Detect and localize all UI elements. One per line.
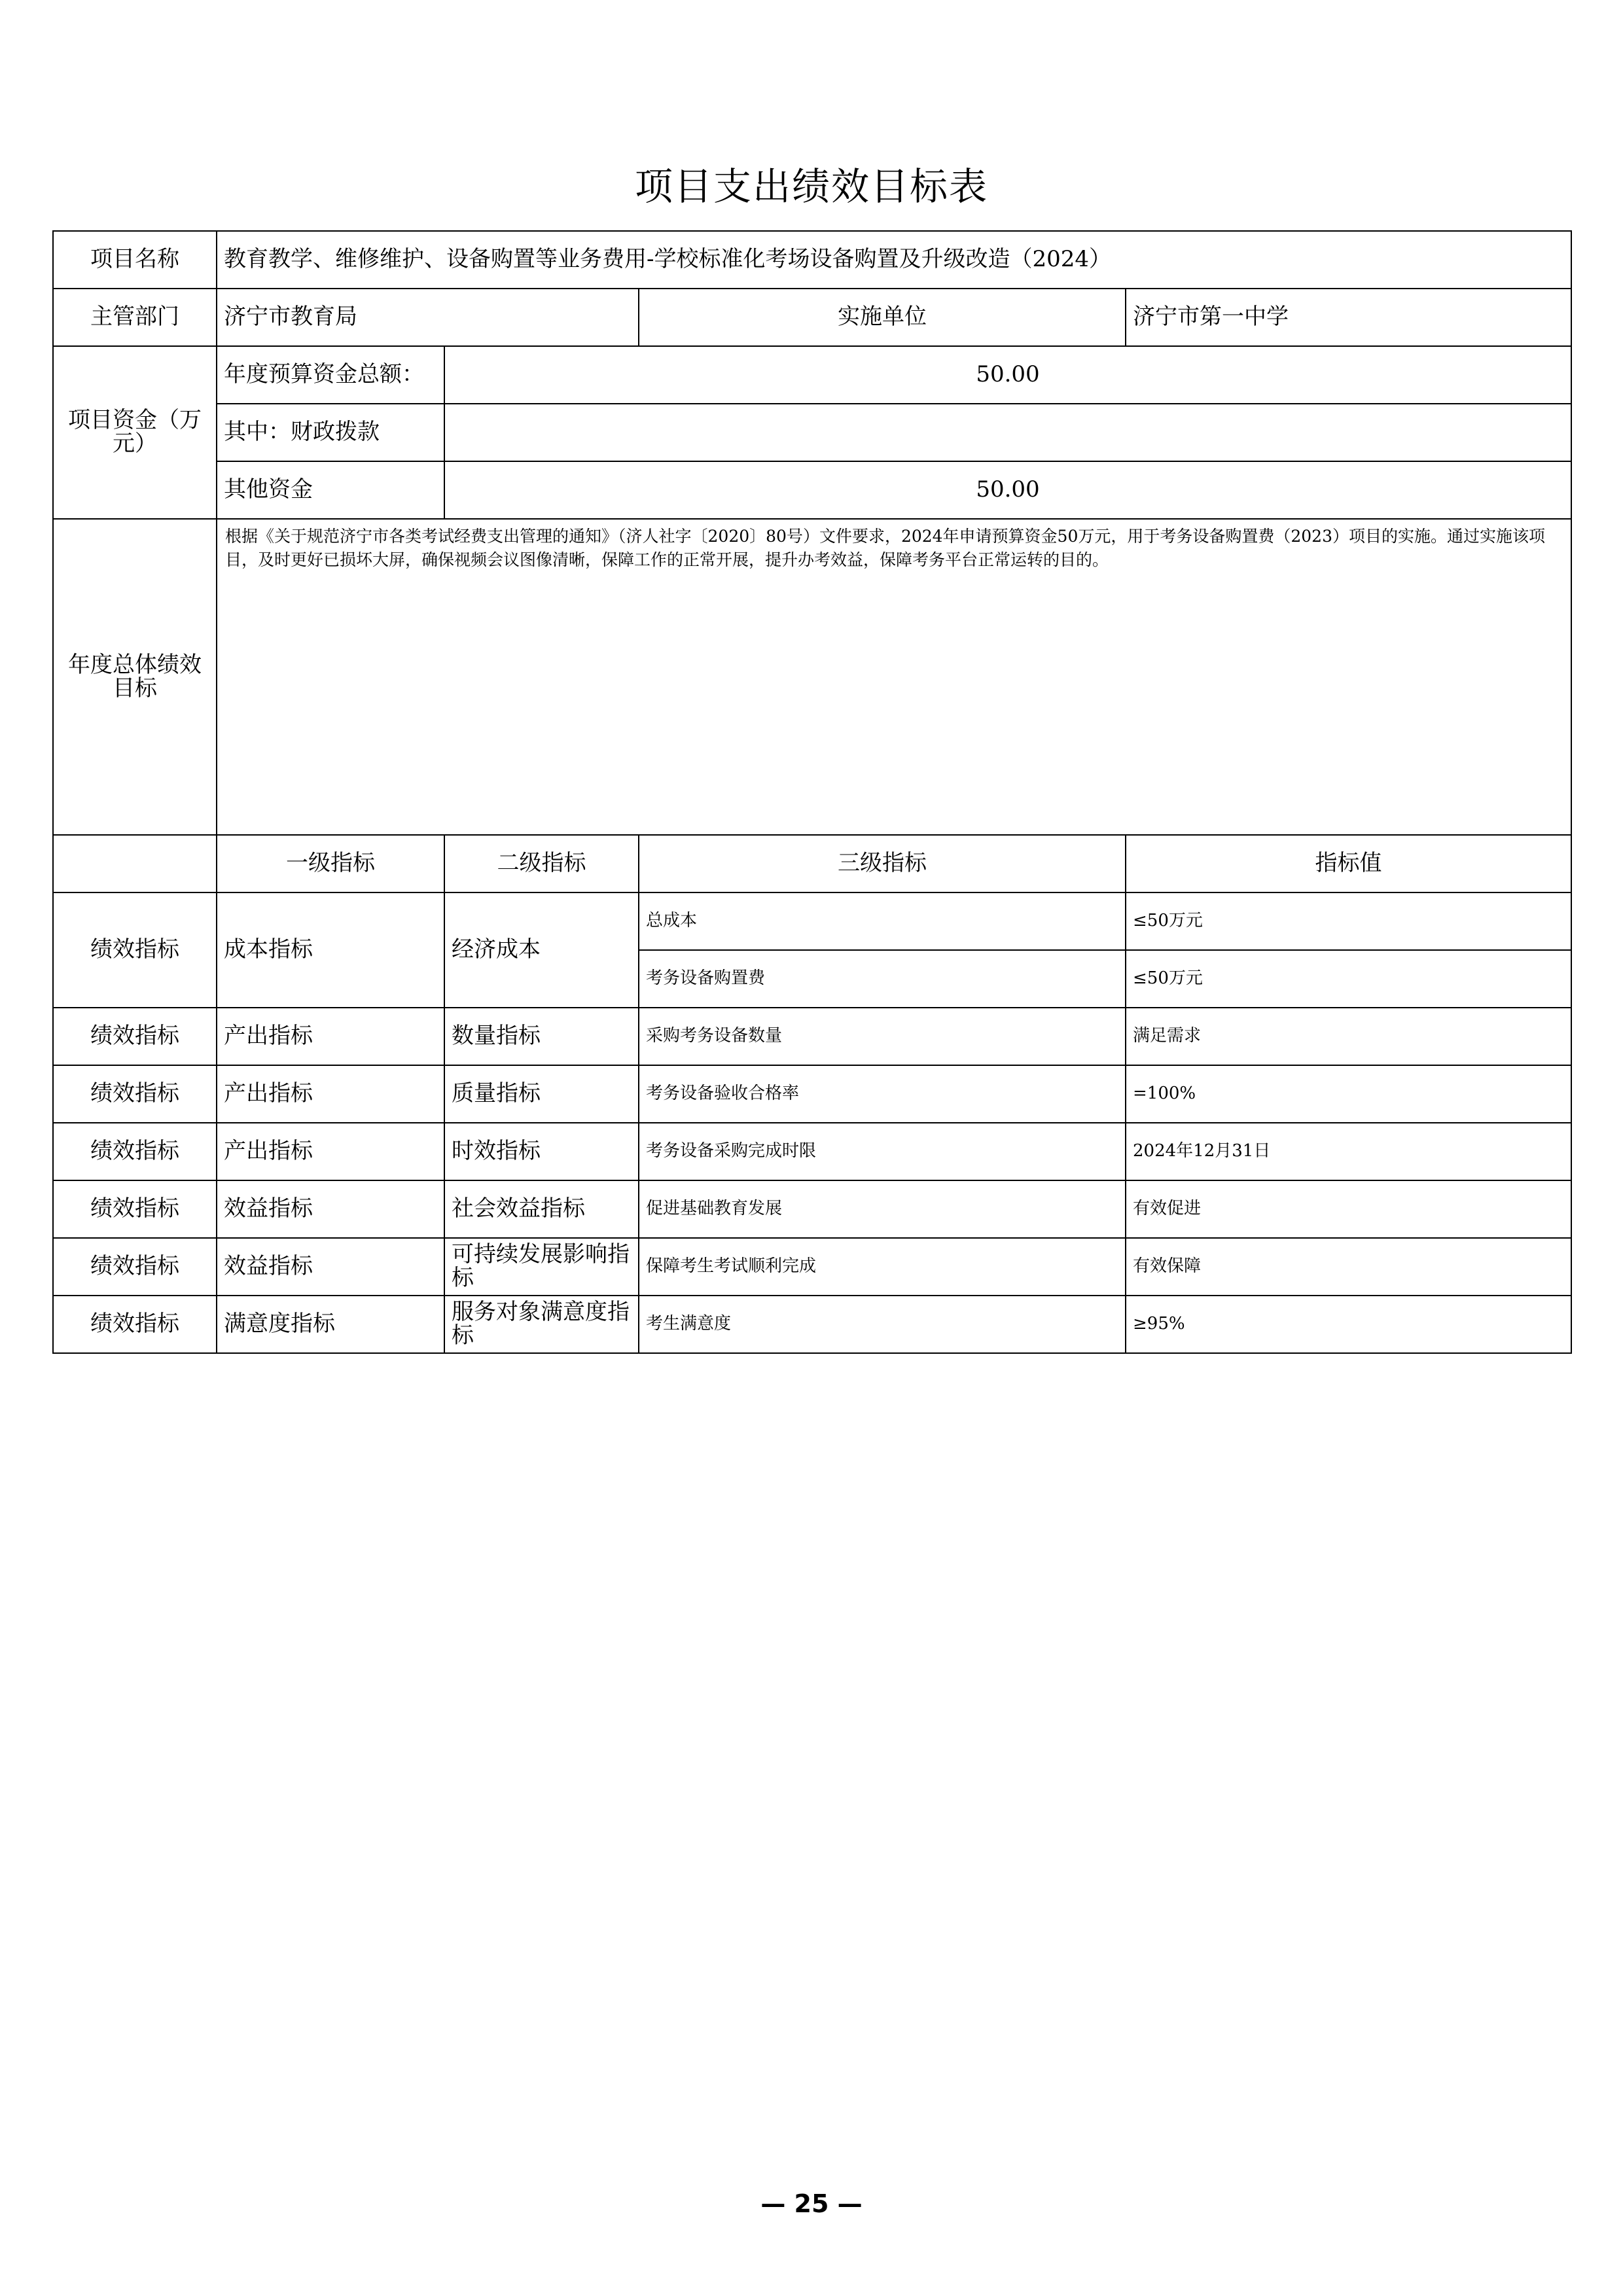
indicator-category: 绩效指标 [53, 892, 217, 1008]
fiscal-allocation-label: 其中：财政拨款 [217, 404, 444, 461]
other-funds-value: 50.00 [444, 461, 1571, 519]
table-row [53, 346, 1571, 404]
budget-total-value: 50.00 [444, 346, 1571, 404]
annual-goal-label: 年度总体绩效目标 [53, 519, 217, 835]
header-level2: 二级指标 [444, 835, 639, 892]
implementing-unit-label: 实施单位 [639, 289, 1126, 346]
page-number: — 25 — [760, 2189, 863, 2218]
indicator-level3: 总成本 [639, 892, 1126, 950]
annual-goal-text: 根据《关于规范济宁市各类考试经费支出管理的通知》（济人社字〔2020〕80号）文件要求，2024年申请预算资金50万元，用于考务设备购置费（2023）项目的实施。通过实施该项目，及时更好已损坏大屏，确保视频会议图像清晰，保障工作的正常开展，提升办考效益，保障考务平台正常运转的目的。 [217, 519, 1571, 835]
table-row [53, 1008, 1571, 1065]
indicator-level1: 产出指标 [217, 1008, 444, 1065]
header-level1: 一级指标 [217, 835, 444, 892]
table-row [53, 1296, 1571, 1353]
indicator-level2: 质量指标 [444, 1065, 639, 1123]
indicator-level3: 采购考务设备数量 [639, 1008, 1126, 1065]
indicator-level1: 产出指标 [217, 1123, 444, 1180]
indicator-level2: 数量指标 [444, 1008, 639, 1065]
indicator-category: 绩效指标 [53, 1065, 217, 1123]
indicator-level2: 服务对象满意度指标 [444, 1296, 639, 1353]
indicator-level3: 保障考生考试顺利完成 [639, 1238, 1126, 1296]
budget-total-label: 年度预算资金总额： [217, 346, 444, 404]
performance-goal-table [52, 230, 1572, 1354]
table-row [53, 1065, 1571, 1123]
indicator-category: 绩效指标 [53, 1296, 217, 1353]
indicator-category: 绩效指标 [53, 1238, 217, 1296]
table-row [53, 519, 1571, 835]
header-empty [53, 835, 217, 892]
indicator-level2: 社会效益指标 [444, 1180, 639, 1238]
department-label: 主管部门 [53, 289, 217, 346]
indicator-level1: 效益指标 [217, 1238, 444, 1296]
header-level3: 三级指标 [639, 835, 1126, 892]
indicator-value: 有效保障 [1126, 1238, 1571, 1296]
project-funds-label: 项目资金（万元） [53, 346, 217, 519]
fiscal-allocation-value [444, 404, 1571, 461]
table-row [53, 289, 1571, 346]
indicator-value: 有效促进 [1126, 1180, 1571, 1238]
indicator-level3: 考务设备验收合格率 [639, 1065, 1126, 1123]
indicator-value: 满足需求 [1126, 1008, 1571, 1065]
table-row [53, 231, 1571, 289]
indicator-level1: 产出指标 [217, 1065, 444, 1123]
indicator-level3: 考生满意度 [639, 1296, 1126, 1353]
indicator-header-row [53, 835, 1571, 892]
indicator-value: ≥95% [1126, 1296, 1571, 1353]
page-title: 项目支出绩效目标表 [634, 164, 988, 209]
table-row [53, 1238, 1571, 1296]
indicator-level2: 时效指标 [444, 1123, 639, 1180]
project-name-label: 项目名称 [53, 231, 217, 289]
indicator-category: 绩效指标 [53, 1123, 217, 1180]
indicator-level1: 满意度指标 [217, 1296, 444, 1353]
implementing-unit-value: 济宁市第一中学 [1126, 289, 1571, 346]
indicator-level2: 经济成本 [444, 892, 639, 1008]
project-name-value: 教育教学、维修维护、设备购置等业务费用-学校标准化考场设备购置及升级改造（2024） [217, 231, 1571, 289]
indicator-category: 绩效指标 [53, 1008, 217, 1065]
department-value: 济宁市教育局 [217, 289, 639, 346]
table-row [53, 1180, 1571, 1238]
indicator-value: ≤50万元 [1126, 950, 1571, 1008]
table-row [53, 461, 1571, 519]
header-value: 指标值 [1126, 835, 1571, 892]
indicator-level1: 成本指标 [217, 892, 444, 1008]
indicator-value: ≤50万元 [1126, 892, 1571, 950]
indicator-level3: 考务设备采购完成时限 [639, 1123, 1126, 1180]
table-row [53, 892, 1571, 950]
indicator-category: 绩效指标 [53, 1180, 217, 1238]
other-funds-label: 其他资金 [217, 461, 444, 519]
indicator-value: =100% [1126, 1065, 1571, 1123]
table-row [53, 1123, 1571, 1180]
indicator-level3: 考务设备购置费 [639, 950, 1126, 1008]
indicator-level2: 可持续发展影响指标 [444, 1238, 639, 1296]
indicator-level1: 效益指标 [217, 1180, 444, 1238]
indicator-value: 2024年12月31日 [1126, 1123, 1571, 1180]
indicator-level3: 促进基础教育发展 [639, 1180, 1126, 1238]
table-row [53, 404, 1571, 461]
